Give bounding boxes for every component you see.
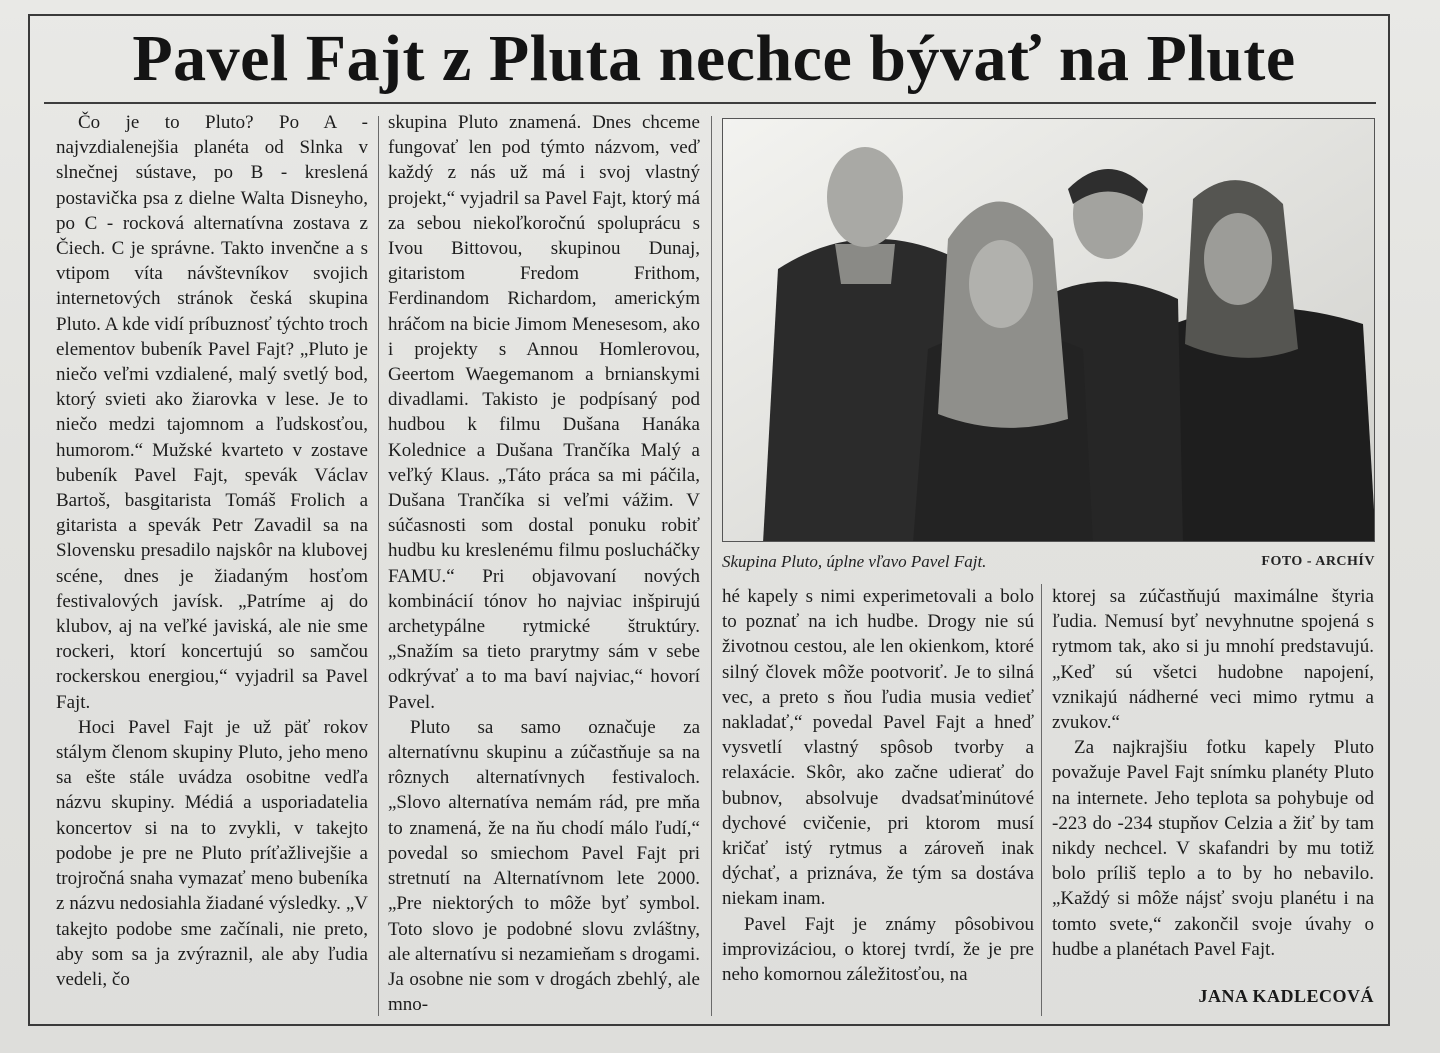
paragraph: Hoci Pavel Fajt je už päť rokov stálym členom skupiny Pluto, jeho meno sa ešte stále uvádza osobitne vedľa názvu skupiny. Médiá a usporiadatelia koncertov si na to zvykli, v takejto podobe je pre ne Pluto príťažlivejšie a trojročná snaha vymazať meno bubeníka z názvu nedosiahla žiadané výsledky. „V takejto podobe sme začínali, nie preto, aby som sa ja zvýraznil, ale aby ľudia vedeli, čo [56,716,368,990]
paragraph: skupina Pluto znamená. Dnes chceme fungovať len pod týmto názvom, veď každý z nás už má i svoj vlastný projekt,“ vyjadril sa Pavel Fajt, ktorý má za sebou niekoľkoročnú spoluprácu s Ivou Bittovou, skupinou Dunaj, gitaristom Fredom Frithom, Ferdinandom Richardom, americkým hráčom na bicie Jimom Menesesom, ako i projekty s Annou Homlerovou, Geertom Waegemanom a brnianskymi divadlami. Takisto je podpísaný pod hudbou k filmu Dušana Hanáka Kolednice a Dušana Trančíka Malý a veľký Klaus. „Táto práca sa mi páčila, Dušana Trančíka si veľmi vážim. V súčasnosti som dostal ponuku robiť hudbu ku kreslenému filmu poslucháčky FAMU.“ Pri objavovaní nových kombinácií tónov ho najviac inšpirujú archetypálne rytmické štruktúry. „Snažím sa tieto prarytmy sám v sebe odkrývať a to ma baví najviac,“ hovorí Pavel. [388,112,700,713]
band-photo-illustration [723,119,1375,542]
paragraph: hé kapely s nimi experimetovali a bolo to poznať na ich hudbe. Drogy nie sú životnou cestou, ale len okienkom, ktoré silný človek môže pootvoriť. Je to silná vec, a preto s ňou ľudia musia vedieť nakladať,“ povedal Pavel Fajt a hneď vysvetlí vlastný spôsob tvorby a relaxácie. Skôr, ako začne udierať do bubnov, absolvuje dvadsaťminútové dychové cvičenie, pri ktorom musí kričať istý rytmus a zároveň inak dýchať, a priznáva, že tým sa dostáva niekam inam. [722,586,1034,910]
paragraph: Čo je to Pluto? Po A - najvzdialenejšia planéta od Slnka v slnečnej sústave, po B - kreslená postavička psa z dielne Walta Disneyho, po C - rocková alternatívna zostava z Čiech. C je správne. Takto invenčne a s vtipom víta návštevníkov svojich internetových stránok česká skupina Pluto. A kde vidí príbuznosť týchto troch elementov bubeník Pavel Fajt? „Pluto je niečo veľmi vzdialené, malý svetlý bod, ktorý svieti ako žiarovka v lese. Je to niečo medzi tajomnom a ľudskosťou, humorom.“ Mužské kvarteto v zostave bubeník Pavel Fajt, spevák Václav Bartoš, basgitarista Tomáš Frolich a gitarista a spevák Petr Zavadil sa na Slovensku presadilo najskôr na klubovej scéne, dnes je žiadaným hosťom festivalových javísk. „Patríme aj do klubov, aj na veľké javiská, ale nie sme rockeri, ktorí koncertujú so samčou rockerskou energiou,“ vyjadril sa Pavel Fajt. [56,112,368,713]
paragraph: ktorej sa zúčastňujú maximálne štyria ľudia. Nemusí byť nevyhnutne spojená s rytmom tak, ako si ju mnohí predstavujú. „Keď sú všetci hudobne napojení, vznikajú nádherné veci mimo rytmu a zvukov.“ [1052,586,1374,734]
photo-caption [722,549,1375,575]
headline: Pavel Fajt z Pluta nechce bývať na Plute [132,22,1296,95]
article-column-4 [1052,584,1374,962]
headline-rule [44,102,1376,104]
author-byline: JANA KADLECOVÁ [1198,986,1374,1006]
column-divider [378,116,379,1016]
column-divider [1041,584,1042,1016]
article-column-2 [388,110,700,1017]
paragraph: Za najkrajšiu fotku kapely Pluto považuje Pavel Fajt snímku planéty Pluto na internete. Jeho teplota sa pohybuje od -223 do -234 stupňov Celzia a žiť by tam nikdy nechcel. V skafandri by mu totiž bolo príliš teplo a to by ho nebavilo. „Každý si môže nájsť svoju planétu i na tomto svete,“ zakončil svoje úvahy o hudbe a planétach Pavel Fajt. [1052,737,1374,960]
article-column-3 [722,584,1034,987]
caption-text: Skupina Pluto, úplne vľavo Pavel Fajt. [722,552,987,571]
band-photo [722,118,1375,542]
column-divider [711,116,712,1016]
article-column-1 [56,110,368,992]
paragraph: Pluto sa samo označuje za alternatívnu skupinu a zúčastňuje sa na rôznych alternatívnych festivaloch. „Slovo alternatíva nemám rád, pre mňa to znamená, že na ňu chodí málo ľudí,“ povedal so smiechom Pavel Fajt pri stretnutí na Alternatívnom lete 2000. „Pre niektorých to môže byť symbol. Toto slovo je podobné slovu zvláštny, ale alternatívu si nezamieňam s drogami. Ja osobne nie som v drogách zbehlý, ale mno- [388,716,700,1016]
photo-credit: FOTO - ARCHÍV [1261,554,1375,569]
paragraph: Pavel Fajt je známy pôsobivou improvizáciou, o ktorej tvrdí, že je pre neho komornou záležitosťou, na [722,913,1034,986]
